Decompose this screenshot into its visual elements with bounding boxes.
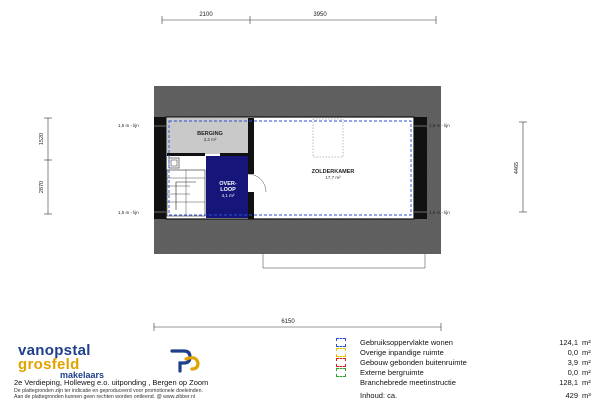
legend-unit: m² [582,378,591,387]
room-area-overloop: 4,1 m² [221,193,235,198]
height-label-upper-right: 1,5 m - lijn [429,123,450,128]
top-dimension-line [162,12,436,24]
disclaimer-line-1: De plattegronden zijn ter indicatie en geproduceerd voor promotionele doeleinden. [14,388,203,394]
legend-label: Inhoud: ca. [360,391,398,400]
legend-unit: m² [582,358,591,367]
disclaimer-line-2: Aan de plattegronden kunnen geen rechten worden ontleend. @ www.zibber.nl [14,394,195,400]
staircase [167,170,205,216]
legend-label: Gebruiksoppervlakte wonen [360,338,453,347]
logo-text-grosfeld: grosfeld [18,356,80,373]
floor-description: 2e Verdieping, Holleweg e.o. uitponding , Bergen op Zoom [14,378,209,387]
legend-label: Overige inpandige ruimte [360,348,444,357]
left-dimension-line [39,118,52,214]
room-area-berging: 3,2 m² [203,137,217,142]
room-area-zolderkamer: 17,7 m² [325,175,341,180]
fixture-box [169,158,179,168]
legend-value: 128,1 [559,378,578,387]
legend-value: 124,1 [559,338,578,347]
height-label-lower-left: 1,5 m - lijn [118,210,139,215]
legend-value: 429 [565,391,578,400]
dim-top-left: 2100 [199,12,213,18]
logo-mark-icon [168,347,202,373]
legend-unit: m³ [582,391,591,400]
legend-value: 3,9 [567,358,578,367]
height-label-lower-right: 1,5 m - lijn [429,210,450,215]
legend-label: Branchebrede meetinstructie [360,378,456,387]
room-label-overloop-1: OVER- [219,181,237,187]
logo-text-vanopstal: vanopstal [18,342,91,359]
right-dimension-line [514,122,527,212]
legend-row [334,378,600,389]
dormer-outline [263,254,425,268]
legend-unit: m² [582,338,591,347]
dim-bottom: 6150 [281,319,295,325]
legend-value: 0,0 [567,368,578,377]
room-label-berging: BERGING [197,131,223,137]
legend-value: 0,0 [567,348,578,357]
legend-row [334,391,600,402]
bottom-dimension-line [154,319,441,331]
legend-swatch-icon [336,358,346,367]
legend-swatch-icon [336,368,346,377]
legend-unit: m² [582,368,591,377]
dim-top-right: 3950 [313,12,327,18]
legend-label: Externe bergruimte [360,368,424,377]
legend-swatch-icon [336,348,346,357]
dim-left-lower: 2870 [39,180,45,194]
dim-right: 4465 [514,161,520,175]
legend-label: Gebouw gebonden buitenruimte [360,358,467,367]
room-label-zolderkamer: ZOLDERKAMER [311,169,355,175]
dim-left-upper: 1520 [39,132,45,146]
room-label-overloop-2: LOOP [220,187,236,193]
height-label-upper-left: 1,5 m - lijn [118,123,139,128]
legend-unit: m² [582,348,591,357]
logo-text-makelaars: makelaars [60,370,105,380]
legend-swatch-icon [336,338,346,347]
